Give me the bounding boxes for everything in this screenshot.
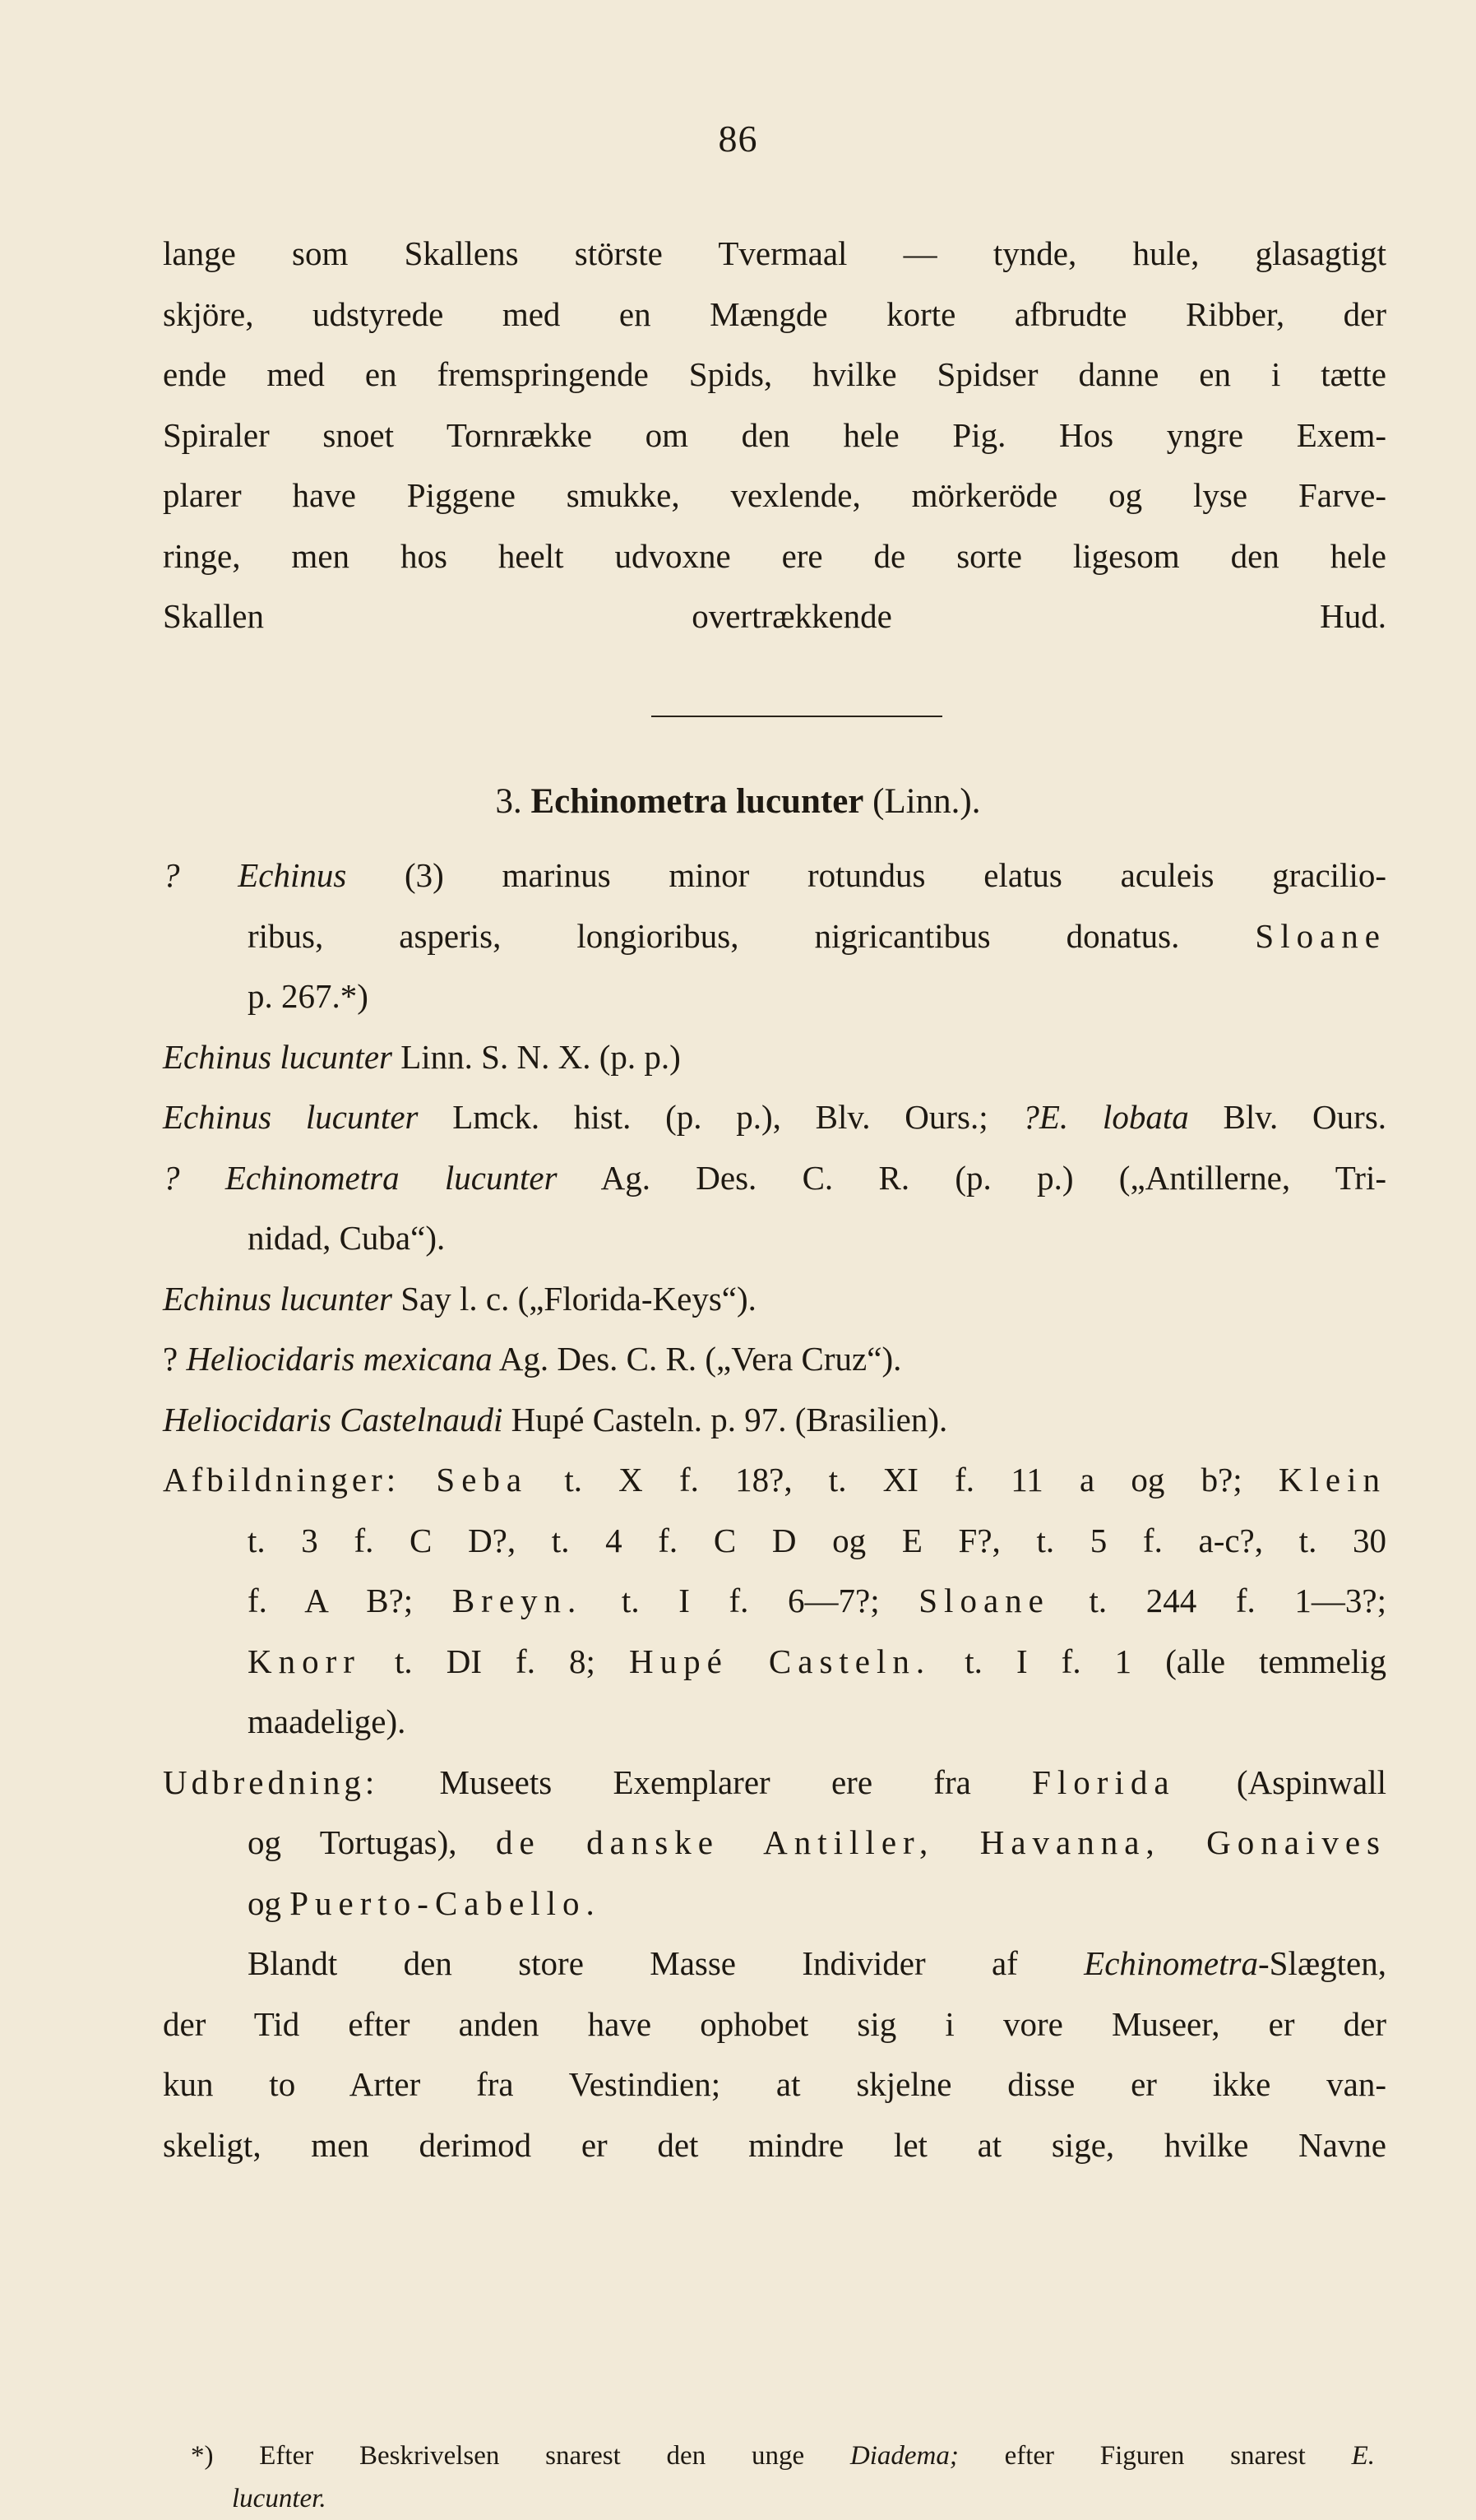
authority: Sloane (1255, 916, 1386, 955)
footnote-text: efter Figuren snarest (1004, 2441, 1306, 2471)
authority: Hupé Casteln. (629, 1642, 932, 1680)
synonym-text: Ag. Des. C. R. („Vera Cruz“). (498, 1340, 902, 1378)
synonym-text: Ag. Des. C. R. (p. p.) („Antillerne, Tri- (600, 1158, 1386, 1197)
authority: Sloane (918, 1582, 1050, 1619)
section-title: Echinometra lucunter (530, 782, 864, 821)
taxon-name: E. (1351, 2441, 1375, 2471)
intro-line: Skallen overtrækkende Hud. (163, 597, 1386, 635)
distribution-text: og Tortugas), (248, 1823, 457, 1861)
synonym-entry (163, 1390, 1386, 1451)
figures-text: t. 244 f. 1—3?; (1089, 1582, 1387, 1619)
taxon-name: Echinus lucunter (163, 1037, 392, 1076)
taxon-name: Heliocidaris Castelnaudi (163, 1400, 503, 1438)
footnote-mark: *) (191, 2441, 214, 2471)
body-paragraph (163, 1934, 1386, 2175)
figures-text: t. DI f. 8; (395, 1642, 595, 1680)
synonym-entry (163, 1027, 1386, 1088)
distribution-text: Museets Exemplarer ere fra (439, 1763, 971, 1801)
query-mark: ? (163, 856, 180, 894)
intro-line: lange som Skallens störste Tvermaal — tynde, hule, glasagtigt (163, 234, 1386, 272)
paragraph-text: Blandt den store Masse Individer af (248, 1944, 1018, 1982)
taxon-name: Echinus lucunter (163, 1279, 392, 1318)
synonym-text: Lmck. hist. (p. p.), Blv. Ours.; (452, 1098, 988, 1136)
synonym-entry (163, 1148, 1386, 1269)
section-divider (651, 716, 942, 717)
intro-line: ende med en fremspringende Spids, hvilke Spidser danne en i tætte (163, 355, 1386, 393)
authority: Seba (436, 1461, 529, 1499)
authority: Knorr (248, 1642, 361, 1680)
authority: Klein (1278, 1461, 1386, 1499)
paragraph-text: -Slægten, (1257, 1944, 1387, 1982)
distribution-text: og (248, 1883, 281, 1922)
distribution-entry (163, 1753, 1386, 1934)
authority: Breyn. (451, 1582, 583, 1619)
distribution-text: (Aspinwall (1236, 1763, 1387, 1801)
query-mark: ? (163, 1340, 178, 1378)
taxon-name: Echinus lucunter (163, 1098, 419, 1136)
genus-name: Echinometra (1084, 1944, 1258, 1982)
figures-text: t. I f. 1 (alle temmelig (965, 1642, 1386, 1680)
intro-line: ringe, men hos heelt udvoxne ere de sorte ligesom den hele (163, 536, 1386, 575)
synonym-text: p. 267.*) (248, 977, 368, 1015)
synonym-text: Say l. c. („Florida-Keys“). (400, 1279, 757, 1318)
taxon-name: Echinus (238, 856, 347, 894)
taxon-name: Heliocidaris mexicana (186, 1340, 493, 1378)
synonym-text: Linn. S. N. X. (p. p.) (400, 1037, 681, 1076)
synonym-entry (163, 845, 1386, 1027)
query-mark: ? (1022, 1098, 1039, 1136)
synonym-entry (163, 1329, 1386, 1390)
taxon-name: lucunter. (232, 2484, 326, 2513)
figures-entry (163, 1450, 1386, 1753)
section-heading (0, 781, 1476, 822)
synonym-text: ribus, asperis, longioribus, nigricantibus donatus. (248, 916, 1180, 955)
paragraph-text: kun to Arter fra Vestindien; at skjelne disse er ikke van- (163, 2065, 1386, 2103)
intro-line: skjöre, udstyrede med en Mængde korte afbrudte Ribber, der (163, 294, 1386, 333)
synonymy-list (163, 845, 1386, 2175)
synonym-text: nidad, Cuba“). (248, 1219, 446, 1257)
intro-line: plarer have Piggene smukke, vexlende, mörkeröde og lyse Farve- (163, 476, 1386, 514)
locality: Puerto-Cabello. (289, 1883, 601, 1922)
synonym-text: Blv. Ours. (1223, 1098, 1387, 1136)
locality: de danske Antiller, Havanna, Gonaives (495, 1823, 1386, 1861)
synonym-text: Hupé Casteln. p. 97. (Brasilien). (511, 1400, 948, 1438)
section-number: 3. (495, 782, 522, 821)
synonym-entry (163, 1087, 1386, 1148)
figures-label: Afbildninger: (163, 1461, 400, 1499)
footnote (191, 2434, 1375, 2520)
figures-text: t. X f. 18?, t. XI f. 11 a og b?; (564, 1461, 1242, 1499)
paragraph-text: der Tid efter anden have ophobet sig i vore Museer, er der (163, 2004, 1386, 2043)
footnote-text: Efter Beskrivelsen snarest den unge (259, 2441, 805, 2471)
intro-paragraph (163, 224, 1386, 647)
locality: Florida (1032, 1763, 1176, 1801)
figures-text: f. A B?; (248, 1582, 414, 1619)
synonym-text: (3) marinus minor rotundus elatus aculeis gracilio- (405, 856, 1387, 894)
intro-line: Spiraler snoet Tornrække om den hele Pig. Hos yngre Exem- (163, 415, 1386, 454)
figures-text: t. 3 f. C D?, t. 4 f. C D og E F?, t. 5 f. a-c?, t. 30 (248, 1521, 1386, 1559)
page-number: 86 (718, 118, 758, 160)
taxon-name: Diadema; (849, 2441, 959, 2471)
paragraph-text: skeligt, men derimod er det mindre let at sige, hvilke Navne (163, 2125, 1386, 2164)
figures-text: maadelige). (248, 1702, 406, 1740)
query-mark: ? (163, 1158, 180, 1197)
distribution-label: Udbredning: (163, 1763, 379, 1801)
section-author: (Linn.). (872, 782, 981, 821)
taxon-name: E. lobata (1039, 1098, 1189, 1136)
synonym-entry (163, 1269, 1386, 1330)
figures-text: t. I f. 6—7?; (621, 1582, 880, 1619)
taxon-name: Echinometra lucunter (224, 1158, 558, 1197)
